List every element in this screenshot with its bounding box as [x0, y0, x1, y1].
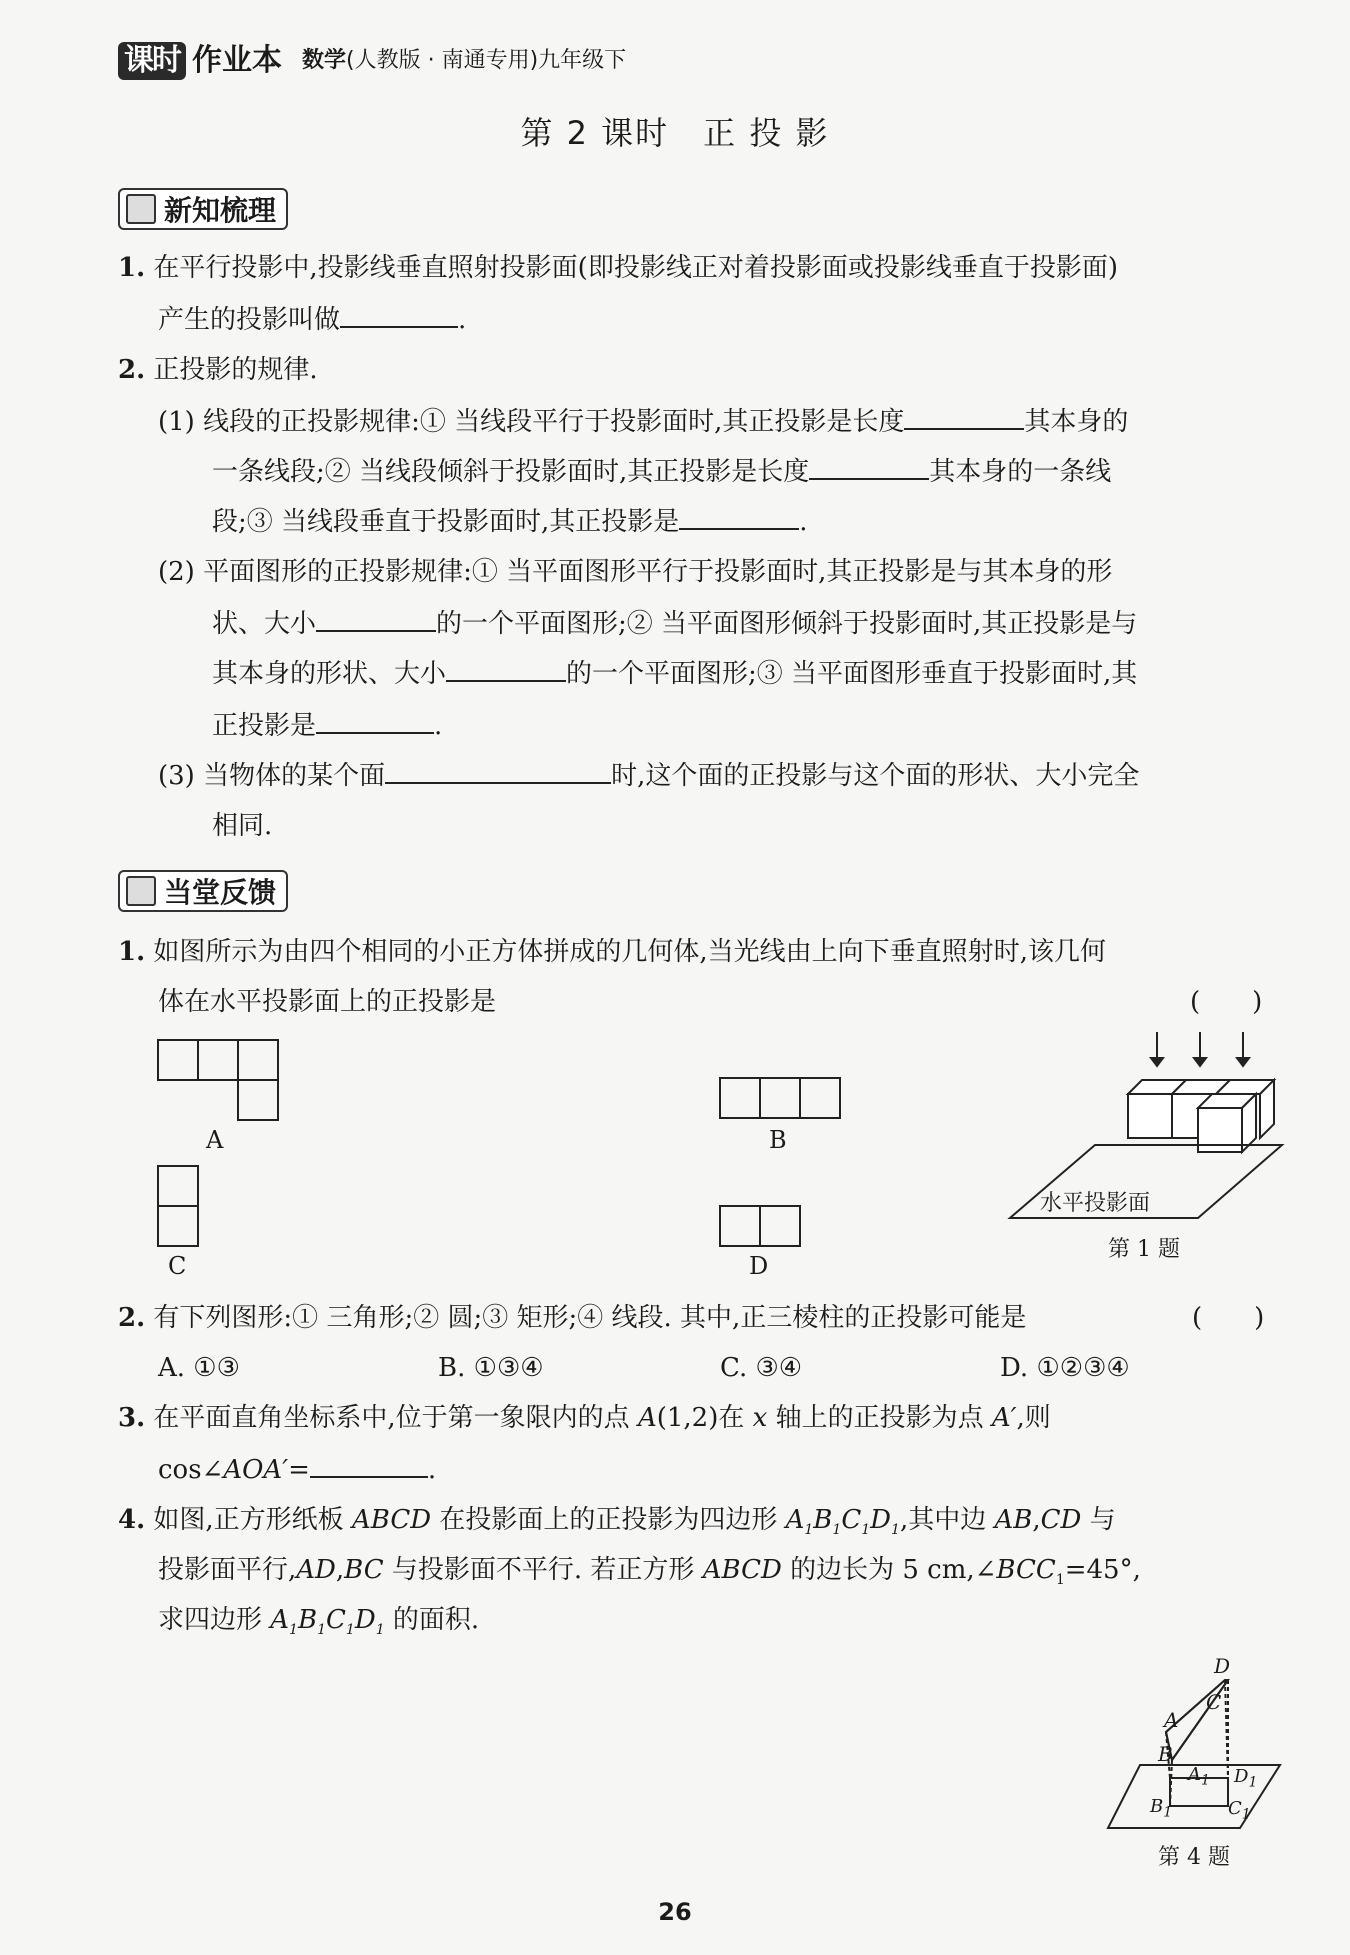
plane-label: 水平投影面 [1040, 1191, 1151, 1216]
fig4-label-b1: $B_1$ [1150, 1796, 1173, 1821]
fig4-label-a: A [1164, 1708, 1179, 1732]
section-new-knowledge: 新知梳理 [118, 188, 288, 230]
fig4-label-d1: $D_1$ [1234, 1766, 1258, 1791]
k-p3-line2: 相同. [212, 811, 273, 841]
k-p1-line3: 段;③ 当线段垂直于投影面时,其正投影是 . [212, 502, 808, 540]
k-p1-line1: (1) 线段的正投影规律:① 当线段平行于投影面时,其正投影是长度 其本身的 [158, 402, 1128, 440]
option-a-label: A [206, 1126, 224, 1154]
answer-blank[interactable] [679, 502, 799, 530]
k-q2-title: 2. 正投影的规律. [118, 355, 318, 385]
f-q3-line2: cos∠AOA′= . [158, 1450, 436, 1488]
k-p2-line1: (2) 平面图形的正投影规律:① 当平面图形平行于投影面时,其正投影是与其本身的形 [158, 557, 1113, 587]
f-q1-answer-paren[interactable]: ( ) [1190, 987, 1263, 1017]
section-feedback: 当堂反馈 [118, 870, 288, 912]
f-q2-answer-paren[interactable]: ( ) [1192, 1303, 1265, 1333]
fig4-label-d: D [1214, 1654, 1231, 1678]
option-b-label: B [769, 1126, 787, 1154]
book-subtitle: 数学(人教版 · 南通专用)九年级下 [302, 48, 627, 73]
option-c-label: C [168, 1252, 187, 1280]
answer-blank[interactable] [340, 300, 458, 328]
f-q1-line2: 体在水平投影面上的正投影是 [158, 987, 497, 1017]
f-q3-line1: 3. 在平面直角坐标系中,位于第一象限内的点 A(1,2)在 x 轴上的正投影为点 A′,则 [118, 1403, 1051, 1433]
f-q4-line2: 投影面平行,AD,BC 与投影面不平行. 若正方形 ABCD 的边长为 5 $cm,\angle BCC_1=45^\circ$, [158, 1555, 1141, 1589]
figure-4 [1100, 1660, 1290, 1840]
answer-blank[interactable] [310, 1450, 428, 1478]
answer-blank[interactable] [446, 654, 566, 682]
fig4-label-b: B [1158, 1742, 1173, 1766]
answer-blank[interactable] [385, 756, 611, 784]
option-d-figure [720, 1206, 800, 1246]
fig4-label-a1: $A_1$ [1188, 1764, 1210, 1789]
figure-1-caption: 第 1 题 [1108, 1237, 1180, 1262]
k-p1-line2: 一条线段;② 当线段倾斜于投影面时,其正投影是长度 其本身的一条线 [212, 452, 1111, 490]
header-logo [118, 42, 626, 80]
k-p2-line2: 状、大小 的一个平面图形;② 当平面图形倾斜于投影面时,其正投影是与 [212, 604, 1137, 642]
f-q4-line3: 求四边形 $A_1B_1C_1D_1$ 的面积. [158, 1605, 480, 1639]
answer-blank[interactable] [904, 402, 1024, 430]
logo-title: 作业本 [192, 43, 282, 78]
page-number: 26 [658, 1898, 692, 1926]
answer-blank[interactable] [809, 452, 929, 480]
f-q2-option-b[interactable]: B. ①③④ [438, 1353, 544, 1383]
option-b-figure [720, 1078, 840, 1118]
k-p2-line3: 其本身的形状、大小 的一个平面图形;③ 当平面图形垂直于投影面时,其 [212, 654, 1137, 692]
f-q1-line1: 1. 如图所示为由四个相同的小正方体拼成的几何体,当光线由上向下垂直照射时,该几何 [118, 937, 1106, 967]
k-q1-line1: 1. 在平行投影中,投影线垂直照射投影面(即投影线正对着投影面或投影线垂直于投影面) [118, 253, 1118, 283]
f-q2-line: 2. 有下列图形:① 三角形;② 圆;③ 矩形;④ 线段. 其中,正三棱柱的正投影可能是 [118, 1303, 1027, 1333]
k-p2-line4: 正投影是 . [212, 706, 442, 744]
f-q2-option-a[interactable]: A. ①③ [158, 1353, 240, 1383]
k-p3-line1: (3) 当物体的某个面 时,这个面的正投影与这个面的形状、大小完全 [158, 756, 1139, 794]
option-a-figure [158, 1040, 278, 1120]
answer-blank[interactable] [316, 604, 436, 632]
answer-blank[interactable] [316, 706, 434, 734]
logo-ke: 课时 [118, 42, 186, 80]
f-q2-option-d[interactable]: D. ①②③④ [1000, 1353, 1130, 1383]
f-q4-line1: 4. 如图,正方形纸板 ABCD 在投影面上的正投影为四边形 $A_1B_1C_1D_1$,其中边 AB,CD 与 [118, 1505, 1116, 1539]
lesson-title: 第 2 课时 正 投 影 [520, 114, 830, 152]
k-q1-line2: 产生的投影叫做 . [158, 300, 466, 338]
option-d-label: D [749, 1252, 769, 1280]
fig4-label-c: C [1206, 1690, 1222, 1714]
book-icon [126, 194, 156, 224]
option-c-figure [158, 1166, 198, 1246]
f-q2-option-c[interactable]: C. ③④ [720, 1353, 803, 1383]
fig4-label-c1: $C_1$ [1228, 1798, 1251, 1823]
figure-4-caption: 第 4 题 [1158, 1845, 1230, 1870]
pencil-icon [126, 876, 156, 906]
